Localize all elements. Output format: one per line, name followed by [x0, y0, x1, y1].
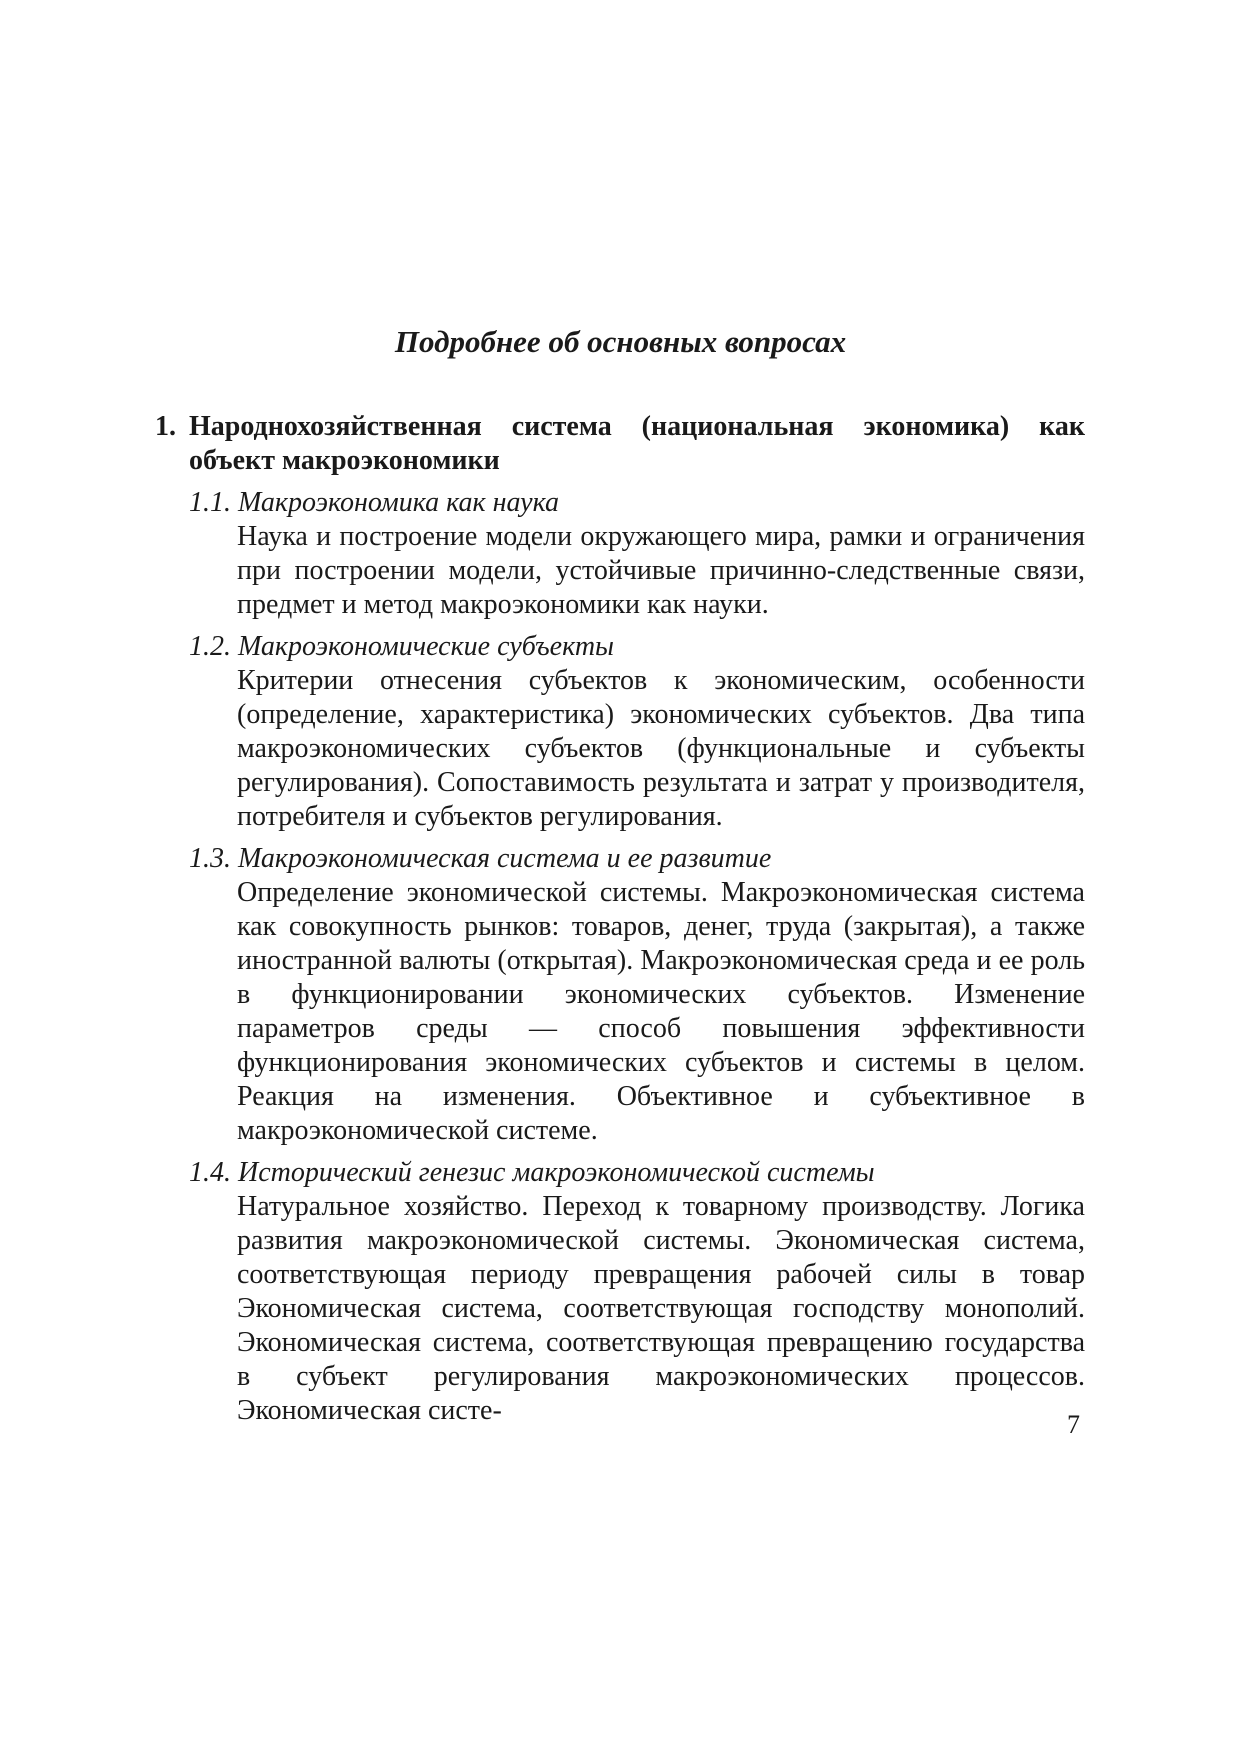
subsection-1-1 — [155, 486, 1085, 622]
subsection-body: Натуральное хозяйство. Переход к товарному производству. Логика развития макроэкономической системы. Экономическая система, соответствующая периоду превращения рабочей силы в товар Экономическая система, соответствующая господству монополий. Экономическая система, соответствующая превращению государства в субъект регулирования макроэкономических процессов. Экономическая систе- — [237, 1191, 1085, 1426]
section-heading — [155, 410, 1085, 478]
subsection-title: 1.2. Макроэкономические субъекты — [189, 631, 615, 662]
page-number: 7 — [1067, 1410, 1080, 1439]
subsection-1-2 — [155, 630, 1085, 834]
subsection-1-4 — [155, 1156, 1085, 1428]
section-1 — [155, 410, 1085, 1436]
subsection-title: 1.4. Исторический генезис макроэкономической системы — [189, 1157, 875, 1188]
subsection-title: 1.3. Макроэкономическая система и ее развитие — [189, 843, 772, 874]
subsection-body: Определение экономической системы. Макроэкономическая система как совокупность рынков: товаров, денег, труда (закрытая), а также иностранной валюты (открытая). Макроэкономическая среда и ее роль в функционировании экономических субъектов. Изменение параметров среды — способ повышения эффективности функционирования экономических субъектов и системы в целом. Реакция на изменения. Объективное и субъективное в макроэкономической системе. — [237, 877, 1085, 1146]
subsection-title: 1.1. Макроэкономика как наука — [189, 487, 559, 518]
page-title: Подробнее об основных вопросах — [394, 324, 847, 359]
subsection-list — [155, 486, 1085, 1428]
section-number: 1. — [155, 411, 176, 442]
section-title: Народнохозяйственная система (национальная экономика) как объект макроэкономики — [189, 411, 1085, 476]
subsection-1-3 — [155, 842, 1085, 1148]
subsection-body: Наука и построение модели окружающего мира, рамки и ограничения при построении модели, устойчивые причинно-следственные связи, предмет и метод макроэкономики как науки. — [237, 521, 1085, 620]
subsection-body: Критерии отнесения субъектов к экономическим, особенности (определение, характеристика) экономических субъектов. Два типа макроэкономических субъектов (функциональные и субъекты регулирования). Сопоставимость результата и затрат у производителя, потребителя и субъектов регулирования. — [237, 665, 1085, 832]
